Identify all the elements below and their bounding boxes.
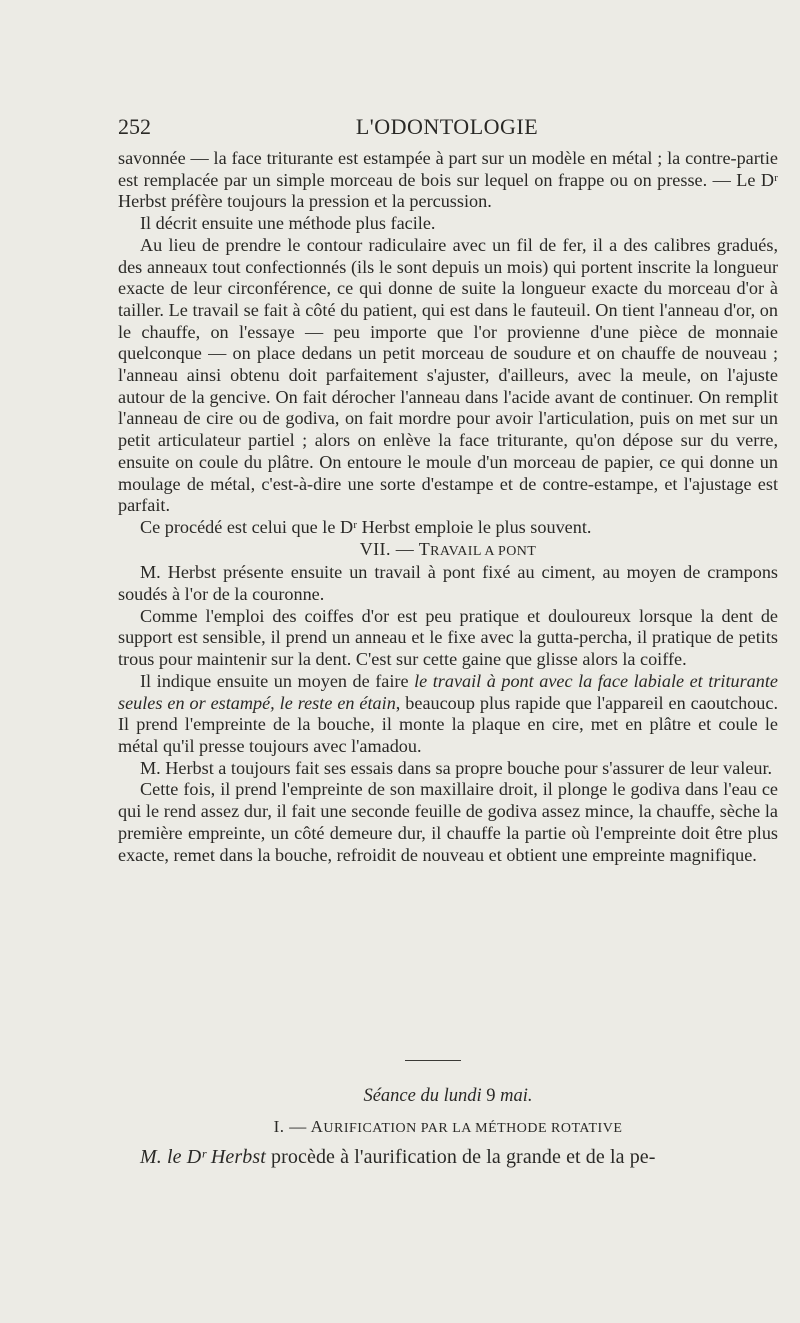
page-number: 252	[118, 114, 151, 139]
section-heading-vii	[118, 539, 778, 563]
section-title-rest: URIFICATION PAR LA MÉTHODE ROTATIVE	[323, 1120, 623, 1136]
paragraph	[118, 1147, 778, 1169]
text-run: procède à l'aurification de la grande et de la pe-	[265, 1146, 656, 1169]
paragraph: Comme l'emploi des coiffes d'or est peu pratique et douloureux lorsque la dent de support est sensible, il prend un anneau et le fixe avec la gutta-percha, il pratique de petits trous pour maintenir sur la dent. C'est sur cette gaine que glisse alors la coiffe.	[118, 605, 778, 670]
session-title	[118, 1086, 778, 1108]
running-title: L'ODONTOLOGIE	[355, 114, 539, 139]
session-section	[118, 1086, 778, 1169]
paragraph: Ce procédé est celui que le Dʳ Herbst emploie le plus souvent.	[140, 516, 592, 537]
section-heading-i	[118, 1116, 778, 1140]
page-header	[118, 114, 776, 142]
section-title-rest: RAVAIL A PONT	[430, 543, 537, 559]
separator-rule	[405, 1060, 461, 1061]
session-title-day: 9	[481, 1086, 501, 1106]
body-text	[118, 148, 778, 866]
paragraph: M. Herbst a toujours fait ses essais dans sa propre bouche pour s'assurer de leur valeur.	[140, 757, 773, 778]
italic-run: le travail à pont avec la face labiale et triturante seules en or estampé, le reste en étain	[118, 670, 778, 713]
session-title-month: mai.	[500, 1086, 533, 1106]
session-title-text: Séance du lundi	[363, 1086, 482, 1106]
paragraph: M. Herbst présente ensuite un travail à pont fixé au ciment, au moyen de crampons soudés à l'or de la couronne.	[118, 562, 778, 605]
paragraph: Au lieu de prendre le contour radiculaire avec un fil de fer, il a des calibres gradués, des anneaux tout confectionnés (ils le sont depuis un mois) qui portent inscrite la longueur exacte de leur circonférence, ce qui donne de suite la longueur exacte du morceau d'or à tailler. Le travail se fait à côté du patient, qui est dans le fauteuil. On tient l'anneau d'or, on le chauffe, on l'essaye — peu importe que l'or provienne d'une pièce de monnaie quelconque — on place dedans un petit morceau de soudure et on chauffe de nouveau ; l'anneau ainsi obtenu doit parfaitement s'ajuster, d'ailleurs, avec la meule, on l'ajuste autour de la gencive. On fait dérocher l'anneau dans l'acide avant de continuer. On remplit l'anneau de cire ou de godiva, on fait mordre pour avoir l'articulation, puis on met sur un petit articulateur partiel ; alors on enlève la face triturante, qu'on dépose sur du verre, ensuite on coule du plâtre. On entoure le moule d'un morceau de papier, ce qui donne un moulage de métal, c'est-à-dire une sorte d'estampe et de contre-estampe, et l'ajustage est parfait.	[118, 234, 778, 516]
text-run: , beaucoup plus rapide que l'appareil en caoutchouc. Il prend l'empreinte de la bouche, il monte la plaque en cire, met en plâtre et coule le métal qu'il presse toujours avec l'amadou.	[118, 692, 778, 756]
section-title-initial: A	[310, 1116, 324, 1136]
paragraph	[118, 671, 778, 758]
section-title-initial: T	[418, 538, 431, 559]
italic-run: M. le Dʳ Herbst	[140, 1146, 266, 1169]
paragraph: Il décrit ensuite une méthode plus facile.	[140, 213, 436, 234]
paragraph: Cette fois, il prend l'empreinte de son maxillaire droit, il plonge le godiva dans l'eau ce qui le rend assez dur, il fait une seconde feuille de godiva assez mince, la chauffe, sèche la première empreinte, un côté demeure dur, il chauffe la partie où l'empreinte doit être plus exacte, remet dans la bouche, refroidit de nouveau et obtient une empreinte magnifique.	[118, 779, 778, 865]
paragraph: savonnée — la face triturante est estampée à part sur un modèle en métal ; la contre-partie est remplacée par un simple morceau de bois sur lequel on frappe ou on presse. — Le Dʳ Herbst préfère toujours la pression et la percussion.	[118, 148, 778, 212]
section-number: I. —	[273, 1116, 307, 1136]
section-number: VII. —	[359, 538, 415, 559]
text-run: Il indique ensuite un moyen de faire	[140, 670, 415, 691]
